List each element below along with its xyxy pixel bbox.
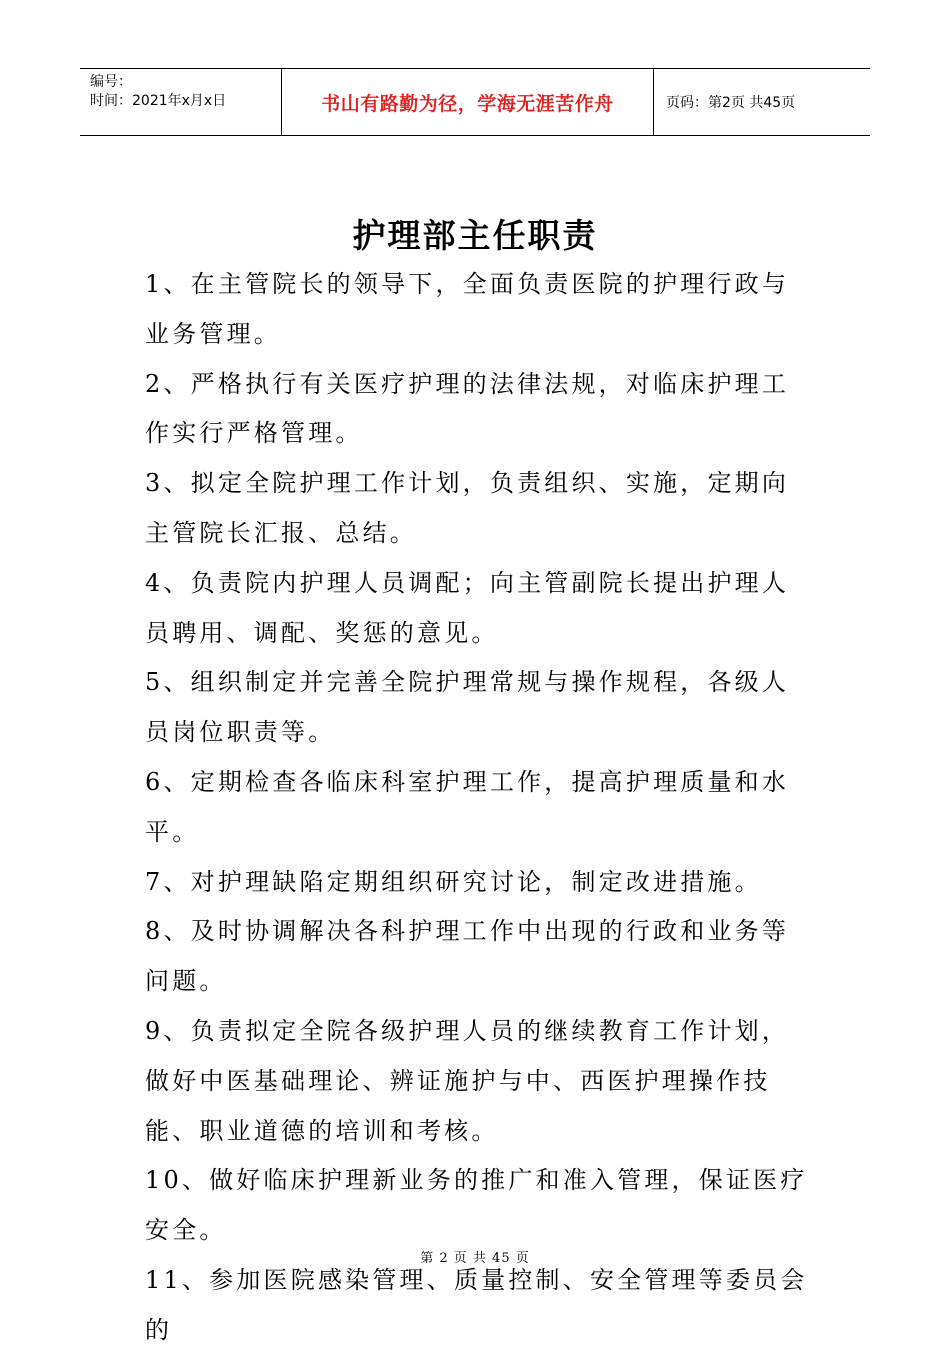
motto-text: 书山有路勤为径，学海无涯苦作舟 [321,92,614,115]
duty-item-6: 6、定期检查各临床科室护理工作，提高护理质量和水平。 [145,767,790,846]
duty-item-11: 11、参加医院感染管理、质量控制、安全管理等委员会的 [145,1265,808,1344]
duty-item-3: 3、拟定全院护理工作计划，负责组织、实施，定期向主管院长汇报、总结。 [145,469,790,547]
header-motto-cell [282,69,654,135]
duty-item-10: 10、做好临床护理新业务的推广和准入管理，保证医疗安全。 [145,1166,808,1245]
header-page-code [654,69,870,135]
number-label: 编号： [90,74,132,90]
duty-item-1: 1、在主管院长的领导下，全面负责医院的护理行政与业务管理。 [145,270,790,348]
duty-item-2: 2、严格执行有关医疗护理的法律法规，对临床护理工作实行严格管理。 [145,369,790,448]
page-footer: 第 2 页 共 45 页 [420,1251,530,1266]
duty-item-5: 5、组织制定并完善全院护理常规与操作规程，各级人员岗位职责等。 [145,668,790,747]
header-meta [80,69,282,135]
duty-item-8: 8、及时协调解决各科护理工作中出现的行政和业务等问题。 [145,917,790,996]
page-header [80,68,870,136]
duty-item-7: 7、对护理缺陷定期组织研究讨论，制定改进措施。 [145,867,762,896]
document-title: 护理部主任职责 [352,216,598,255]
date-label: 时间：2021年x月x日 [90,93,227,109]
page-code-text: 页码：第2页 共45页 [666,95,796,111]
duty-item-9: 9、负责拟定全院各级护理人员的继续教育工作计划，做好中医基础理论、辨证施护与中、西医护理操作技能、职业道德的培训和考核。 [145,1016,790,1145]
document-body [145,260,815,1356]
duty-item-4: 4、负责院内护理人员调配；向主管副院长提出护理人员聘用、调配、奖惩的意见。 [145,568,790,647]
